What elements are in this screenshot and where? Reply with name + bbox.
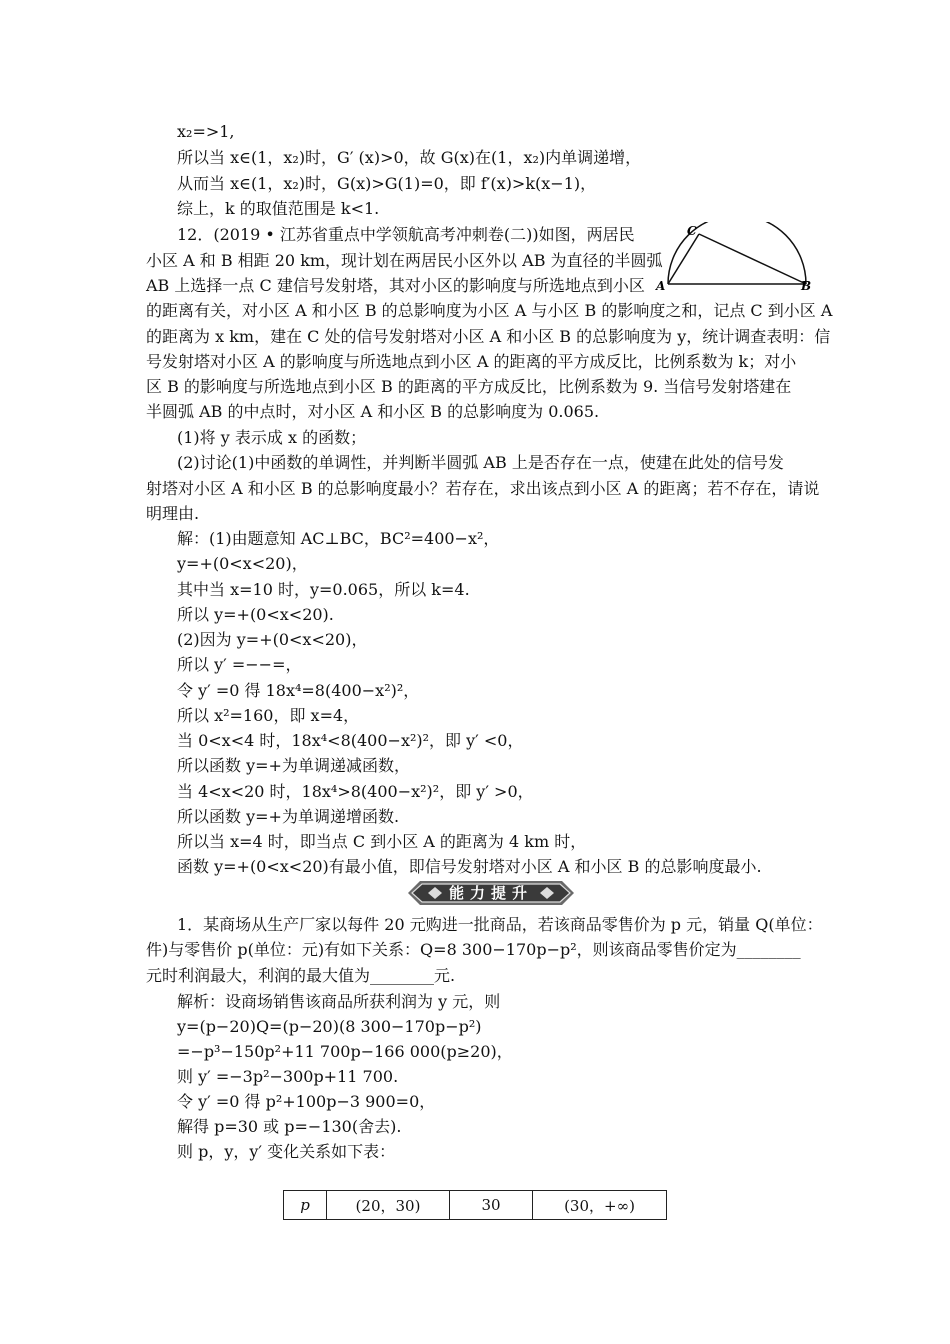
analysis-line: =−p³−150p²+11 700p−166 000(p≥20)， bbox=[177, 1042, 513, 1061]
analysis-line: 则 y′ =−3p²−300p+11 700. bbox=[177, 1067, 399, 1086]
table-cell: (30，+∞) bbox=[533, 1191, 667, 1220]
text-line: 元时利润最大，利润的最大值为________元. bbox=[146, 966, 456, 985]
text-line: x₂=>1, bbox=[177, 122, 235, 141]
solution-line: y=+(0<x<20)， bbox=[177, 554, 308, 573]
text-line: 所以当 x∈(1，x₂)时，G′ (x)>0，故 G(x)在(1，x₂)内单调递增， bbox=[177, 148, 642, 167]
text-line: 半圆弧 AB 的中点时，对小区 A 和小区 B 的总影响度为 0.065. bbox=[146, 402, 600, 421]
point-a-label: A bbox=[656, 279, 666, 293]
semicircle-figure bbox=[655, 222, 815, 294]
text-line: 从而当 x∈(1，x₂)时，G(x)>G(1)=0，即 f′(x)>k(x−1)， bbox=[177, 174, 597, 193]
text-line: 件)与零售价 p(单位：元)有如下关系：Q=8 300−170p−p²，则该商品零售价定为________ bbox=[146, 940, 801, 959]
section-banner bbox=[408, 880, 574, 906]
text-line: 区 B 的影响度与所选地点到小区 B 的距离的平方成反比，比例系数为 9. 当信号发射塔建在 bbox=[146, 377, 792, 396]
table-row bbox=[284, 1191, 667, 1220]
text-line: AB 上选择一点 C 建信号发射塔，其对小区的影响度与所选地点到小区 bbox=[146, 276, 645, 295]
table-cell: 30 bbox=[450, 1191, 533, 1220]
solution-line: 当 0<x<4 时，18x⁴<8(400−x²)²，即 y′ <0， bbox=[177, 731, 524, 750]
solution-line: (2)因为 y=+(0<x<20)， bbox=[177, 630, 368, 649]
solution-line: 所以当 x=4 时，即当点 C 到小区 A 的距离为 4 km 时， bbox=[177, 832, 587, 851]
analysis-line: y=(p−20)Q=(p−20)(8 300−170p−p²) bbox=[177, 1017, 482, 1036]
text-line: 的距离有关，对小区 A 和小区 B 的总影响度为小区 A 与小区 B 的影响度之和，记点 C 到小区 A bbox=[146, 301, 833, 320]
analysis-line: 则 p，y，y′ 变化关系如下表： bbox=[177, 1142, 396, 1161]
text-line: 明理由. bbox=[146, 504, 200, 523]
analysis-line: 解得 p=30 或 p=−130(舍去). bbox=[177, 1117, 402, 1136]
point-c-label: C bbox=[687, 224, 697, 238]
analysis-line: 令 y′ =0 得 p²+100p−3 900=0， bbox=[177, 1092, 436, 1111]
text-line: 小区 A 和 B 相距 20 km，现计划在两居民小区外以 AB 为直径的半圆弧 bbox=[146, 251, 663, 270]
solution-line: 所以 y′ =−−=， bbox=[177, 655, 302, 674]
solution-line: 解：(1)由题意知 AC⊥BC，BC²=400−x²， bbox=[177, 529, 500, 548]
question-part-1: (1)将 y 表示成 x 的函数； bbox=[177, 428, 367, 447]
solution-line: 令 y′ =0 得 18x⁴=8(400−x²)²， bbox=[177, 681, 420, 700]
problem-1-line: 1．某商场从生产厂家以每件 20 元购进一批商品，若该商品零售价为 p 元，销量 Q(单位： bbox=[177, 915, 823, 934]
solution-line: 当 4<x<20 时，18x⁴>8(400−x²)²，即 y′ >0， bbox=[177, 782, 534, 801]
solution-line: 所以函数 y=+为单调递增函数. bbox=[177, 807, 400, 826]
solution-line: 所以 y=+(0<x<20). bbox=[177, 605, 334, 624]
question-part-2: (2)讨论(1)中函数的单调性，并判断半圆弧 AB 上是否存在一点，使建在此处的信号发 bbox=[177, 453, 784, 472]
table-cell: p bbox=[284, 1191, 327, 1220]
text-line: 射塔对小区 A 和小区 B 的总影响度最小？若存在，求出该点到小区 A 的距离；若不存在，请说 bbox=[146, 479, 820, 498]
text-line: 号发射塔对小区 A 的影响度与所选地点到小区 A 的距离的平方成反比，比例系数为 k；对小 bbox=[146, 352, 797, 371]
solution-line: 所以函数 y=+为单调递减函数， bbox=[177, 756, 410, 775]
banner-title: 能力提升 bbox=[448, 884, 533, 902]
solution-line: 其中当 x=10 时，y=0.065，所以 k=4. bbox=[177, 580, 470, 599]
text-line: 综上，k 的取值范围是 k<1. bbox=[177, 199, 380, 218]
point-b-label: B bbox=[801, 279, 812, 293]
table-cell: (20，30) bbox=[327, 1191, 450, 1220]
solution-line: 函数 y=+(0<x<20)有最小值，即信号发射塔对小区 A 和小区 B 的总影响度最小. bbox=[177, 857, 762, 876]
variation-table bbox=[283, 1190, 667, 1220]
text-line: 的距离为 x km，建在 C 处的信号发射塔对小区 A 和小区 B 的总影响度为 y，统计调查表明：信 bbox=[146, 327, 831, 346]
problem-12-line: 12．(2019 • 江苏省重点中学领航高考冲刺卷(二))如图，两居民 bbox=[177, 225, 635, 244]
solution-line: 所以 x²=160，即 x=4， bbox=[177, 706, 360, 725]
analysis-line: 解析：设商场销售该商品所获利润为 y 元，则 bbox=[177, 992, 501, 1011]
